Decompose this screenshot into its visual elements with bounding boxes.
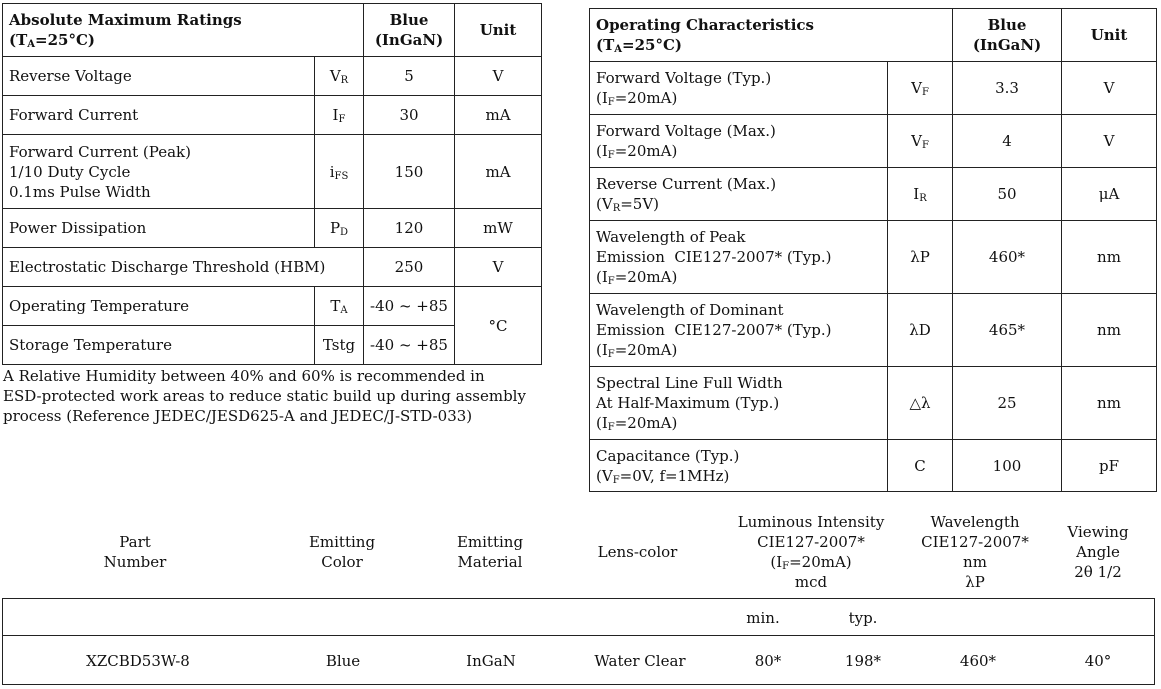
param-label: Forward Current [3, 96, 315, 135]
unit: nm [1062, 294, 1157, 367]
unit: mA [455, 96, 542, 135]
symbol: $I_R$ [888, 168, 953, 221]
param-line: Reverse Current (Max.) [596, 175, 777, 193]
divider [3, 635, 1154, 636]
symbol: C [888, 440, 953, 492]
param-line: $(I_F=20mA)$ [596, 142, 678, 161]
unit: nm [1062, 367, 1157, 440]
header-line: CIE127-2007* [757, 533, 865, 551]
unit: V [1062, 62, 1157, 115]
param-label: Reverse Voltage [3, 57, 315, 96]
sub-typ: typ. [848, 609, 878, 627]
param-line: Forward Voltage (Max.) [596, 122, 776, 140]
table-row [3, 96, 542, 135]
value: 5 [364, 57, 455, 96]
value: 120 [364, 209, 455, 248]
amr-title: Absolute Maximum Ratings [9, 11, 242, 29]
symbol: $i_{FS}$ [315, 135, 364, 209]
param-label [590, 115, 888, 168]
header-wavelength [910, 512, 1040, 592]
param-line: Emission CIE127-2007* (Typ.) [596, 321, 832, 339]
param-label: Electrostatic Discharge Threshold (HBM) [3, 248, 364, 287]
header-line: Luminous Intensity [737, 513, 885, 531]
param-label: Power Dissipation [3, 209, 315, 248]
header-emitting-material [440, 532, 540, 572]
operating-characteristics-table [589, 8, 1157, 492]
emitting-color: Blue [325, 652, 361, 670]
header-line: nm [963, 553, 987, 571]
value: 50 [953, 168, 1062, 221]
param-line: 1/10 Duty Cycle [9, 162, 131, 181]
luminous-typ: 198* [844, 652, 882, 670]
param-line: $(I_F=20mA)$ [596, 89, 678, 108]
header-line: Number [103, 553, 167, 571]
luminous-min: 80* [754, 652, 782, 670]
symbol: $T_A$ [315, 287, 364, 326]
value: 30 [364, 96, 455, 135]
value: 25 [953, 367, 1062, 440]
note-line: process (Reference JEDEC/JESD625-A and JEDEC/J-STD-033) [3, 407, 473, 425]
param-label [590, 62, 888, 115]
amr-condition: $(T_A=25^\circ C)$ [9, 31, 96, 50]
amr-col-unit: Unit [455, 4, 542, 57]
unit: V [1062, 115, 1157, 168]
symbol: λP [888, 221, 953, 294]
symbol: Tstg [315, 326, 364, 365]
param-line: ($V_F=0V$, f=1MHz) [596, 466, 730, 486]
unit: nm [1062, 221, 1157, 294]
param-line: 0.1ms Pulse Width [9, 182, 151, 201]
symbol: $V_F$ [888, 62, 953, 115]
table-row [590, 115, 1157, 168]
oc-col-blue [953, 9, 1062, 62]
header-line: Material [457, 553, 523, 571]
unit: μA [1062, 168, 1157, 221]
amr-col-blue-sub: (InGaN) [374, 31, 444, 49]
table-row [3, 209, 542, 248]
unit: V [455, 57, 542, 96]
header-line: 2θ 1/2 [1074, 563, 1122, 581]
value: -40 ~ +85 [364, 287, 455, 326]
note-line: ESD-protected work areas to reduce static build up during assembly [3, 387, 526, 405]
value: 460* [953, 221, 1062, 294]
value: 3.3 [953, 62, 1062, 115]
header-luminous-intensity [720, 512, 902, 592]
note-line: A Relative Humidity between 40% and 60% is recommended in [3, 367, 485, 385]
oc-col-blue-sub: (InGaN) [972, 36, 1042, 54]
esd-note [3, 366, 543, 426]
symbol: $V_R$ [315, 57, 364, 96]
param-line: Forward Current (Peak) [9, 142, 191, 161]
param-line: $(I_F=20mA)$ [596, 341, 678, 360]
header-line: CIE127-2007* [921, 533, 1029, 551]
header-line: λP [965, 573, 985, 591]
table-row [3, 248, 542, 287]
temp-unit: °C [455, 287, 542, 365]
symbol: $I_F$ [315, 96, 364, 135]
header-line: Color [321, 553, 363, 571]
param-line: Capacitance (Typ.) [596, 446, 740, 465]
param-label [590, 367, 888, 440]
header-line: Wavelength [930, 513, 1020, 531]
value: 100 [953, 440, 1062, 492]
table-row [590, 221, 1157, 294]
oc-title-cell [590, 9, 953, 62]
param-line: Forward Voltage (Typ.) [596, 69, 772, 87]
param-label [590, 440, 888, 492]
param-line: Wavelength of Peak [596, 228, 746, 246]
value: -40 ~ +85 [364, 326, 455, 365]
header-emitting-color [292, 532, 392, 572]
part-table-header [0, 512, 1161, 596]
oc-col-unit: Unit [1062, 9, 1157, 62]
unit: V [455, 248, 542, 287]
value: 465* [953, 294, 1062, 367]
table-row [590, 440, 1157, 492]
header-line: $(I_F=20mA)$ [770, 553, 852, 572]
param-line: Spectral Line Full Width [596, 374, 783, 392]
header-line: Viewing [1067, 523, 1129, 541]
header-line: Emitting [308, 533, 376, 551]
viewing-angle-value: 40° [1084, 652, 1112, 670]
symbol: △λ [888, 367, 953, 440]
header-line: Part [119, 533, 151, 551]
emitting-material: InGaN [466, 652, 516, 670]
lens-color: Water Clear [594, 652, 686, 670]
header-line: Angle [1076, 543, 1120, 561]
unit: mW [455, 209, 542, 248]
param-line: $(V_R=5V)$ [596, 195, 660, 214]
part-number: XZCBD53W-8 [86, 652, 190, 670]
amr-title-cell [3, 4, 364, 57]
table-row [590, 168, 1157, 221]
value: 4 [953, 115, 1062, 168]
header-part-number [85, 532, 185, 572]
param-label: Operating Temperature [3, 287, 315, 326]
oc-col-blue-label: Blue [987, 16, 1027, 34]
part-table [2, 598, 1155, 685]
param-line: Wavelength of Dominant [596, 301, 784, 319]
header-lens-color: Lens-color [597, 543, 678, 561]
table-row [3, 287, 542, 326]
param-label [590, 294, 888, 367]
symbol: λD [888, 294, 953, 367]
unit: mA [455, 135, 542, 209]
oc-title: Operating Characteristics [596, 16, 815, 34]
unit: pF [1062, 440, 1157, 492]
param-label [590, 221, 888, 294]
value: 250 [364, 248, 455, 287]
param-line: $(I_F=20mA)$ [596, 268, 678, 287]
amr-col-blue-label: Blue [389, 11, 429, 29]
amr-col-blue [364, 4, 455, 57]
value: 150 [364, 135, 455, 209]
table-row [590, 62, 1157, 115]
sub-min: min. [746, 609, 780, 627]
param-line: Emission CIE127-2007* (Typ.) [596, 248, 832, 266]
absolute-max-ratings-table [2, 3, 542, 365]
oc-condition: $(T_A=25^\circ C)$ [596, 36, 683, 55]
table-row [590, 367, 1157, 440]
param-label: Storage Temperature [3, 326, 315, 365]
symbol: $P_D$ [315, 209, 364, 248]
param-label [3, 135, 315, 209]
header-viewing-angle [1050, 522, 1146, 582]
param-label [590, 168, 888, 221]
symbol: $V_F$ [888, 115, 953, 168]
header-line: mcd [794, 573, 828, 591]
wavelength-value: 460* [959, 652, 997, 670]
table-row [3, 57, 542, 96]
param-line: $(I_F=20mA)$ [596, 414, 678, 433]
header-line: Emitting [456, 533, 524, 551]
param-line: At Half-Maximum (Typ.) [596, 394, 780, 412]
table-row [590, 294, 1157, 367]
table-row [3, 135, 542, 209]
